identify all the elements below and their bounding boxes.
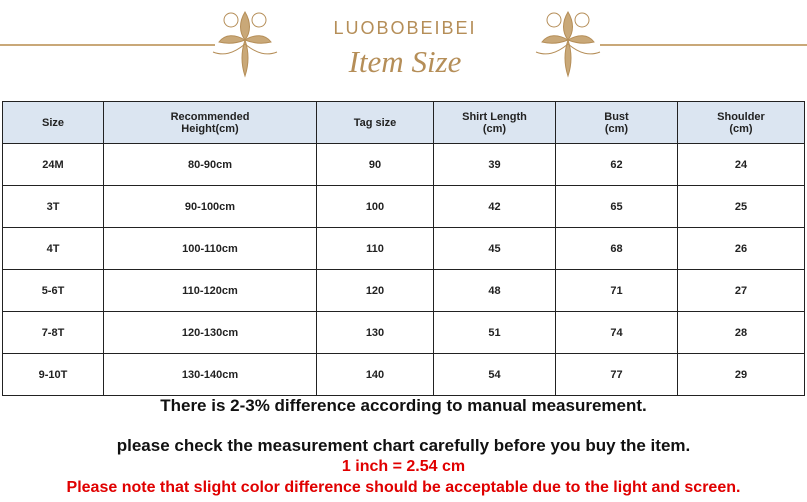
cell-bust: 62 xyxy=(556,144,678,186)
cell-height: 110-120cm xyxy=(104,270,317,312)
fleur-ornament-icon-right xyxy=(528,4,608,84)
cell-height: 120-130cm xyxy=(104,312,317,354)
table-header-row xyxy=(3,102,805,144)
cell-size: 3T xyxy=(3,186,104,228)
cell-height: 80-90cm xyxy=(104,144,317,186)
cell-bust: 65 xyxy=(556,186,678,228)
cell-shoulder: 26 xyxy=(678,228,805,270)
cell-bust: 74 xyxy=(556,312,678,354)
column-header-height xyxy=(104,102,317,144)
table-row xyxy=(3,354,805,396)
divider-line-right xyxy=(600,44,807,46)
inch-conversion-note: 1 inch = 2.54 cm xyxy=(341,458,466,475)
cell-size: 9-10T xyxy=(3,354,104,396)
measurement-difference-note: There is 2-3% difference according to manual measurement. xyxy=(160,396,647,415)
cell-tag-size: 100 xyxy=(317,186,434,228)
cell-size: 5-6T xyxy=(3,270,104,312)
cell-tag-size: 130 xyxy=(317,312,434,354)
column-header-bust-label: Bust (cm) xyxy=(604,110,629,135)
cell-size: 4T xyxy=(3,228,104,270)
column-header-tag-size: Tag size xyxy=(317,102,434,144)
column-header-shoulder xyxy=(678,102,805,144)
column-header-shirt-length-label: Shirt Length (cm) xyxy=(462,110,527,135)
cell-height: 100-110cm xyxy=(104,228,317,270)
cell-shirt-length: 51 xyxy=(434,312,556,354)
cell-height: 130-140cm xyxy=(104,354,317,396)
cell-height: 90-100cm xyxy=(104,186,317,228)
table-row xyxy=(3,186,805,228)
cell-shirt-length: 42 xyxy=(434,186,556,228)
fleur-ornament-icon-left xyxy=(205,4,285,84)
color-difference-note: Please note that slight color difference should be acceptable due to the light and screen. xyxy=(66,479,741,496)
cell-bust: 77 xyxy=(556,354,678,396)
page-title: Item Size xyxy=(348,44,462,79)
cell-size: 24M xyxy=(3,144,104,186)
cell-shoulder: 24 xyxy=(678,144,805,186)
cell-shirt-length: 54 xyxy=(434,354,556,396)
table-row xyxy=(3,270,805,312)
column-header-size: Size xyxy=(3,102,104,144)
cell-shirt-length: 39 xyxy=(434,144,556,186)
header-banner xyxy=(0,0,807,96)
size-chart-table xyxy=(2,101,805,396)
cell-shoulder: 27 xyxy=(678,270,805,312)
cell-tag-size: 90 xyxy=(317,144,434,186)
cell-bust: 68 xyxy=(556,228,678,270)
check-chart-note: please check the measurement chart carefully before you buy the item. xyxy=(116,436,691,455)
column-header-shoulder-label: Shoulder (cm) xyxy=(717,110,765,135)
cell-tag-size: 120 xyxy=(317,270,434,312)
cell-shirt-length: 48 xyxy=(434,270,556,312)
cell-tag-size: 140 xyxy=(317,354,434,396)
column-header-shirt-length xyxy=(434,102,556,144)
cell-shoulder: 29 xyxy=(678,354,805,396)
cell-bust: 71 xyxy=(556,270,678,312)
cell-tag-size: 110 xyxy=(317,228,434,270)
column-header-bust xyxy=(556,102,678,144)
cell-shoulder: 28 xyxy=(678,312,805,354)
divider-line-left xyxy=(0,44,215,46)
table-row xyxy=(3,228,805,270)
cell-shoulder: 25 xyxy=(678,186,805,228)
cell-shirt-length: 45 xyxy=(434,228,556,270)
column-header-height-line: Recommended Height(cm) xyxy=(170,110,250,135)
cell-size: 7-8T xyxy=(3,312,104,354)
brand-name: LUOBOBEIBEI xyxy=(333,18,477,38)
table-row xyxy=(3,312,805,354)
table-row xyxy=(3,144,805,186)
